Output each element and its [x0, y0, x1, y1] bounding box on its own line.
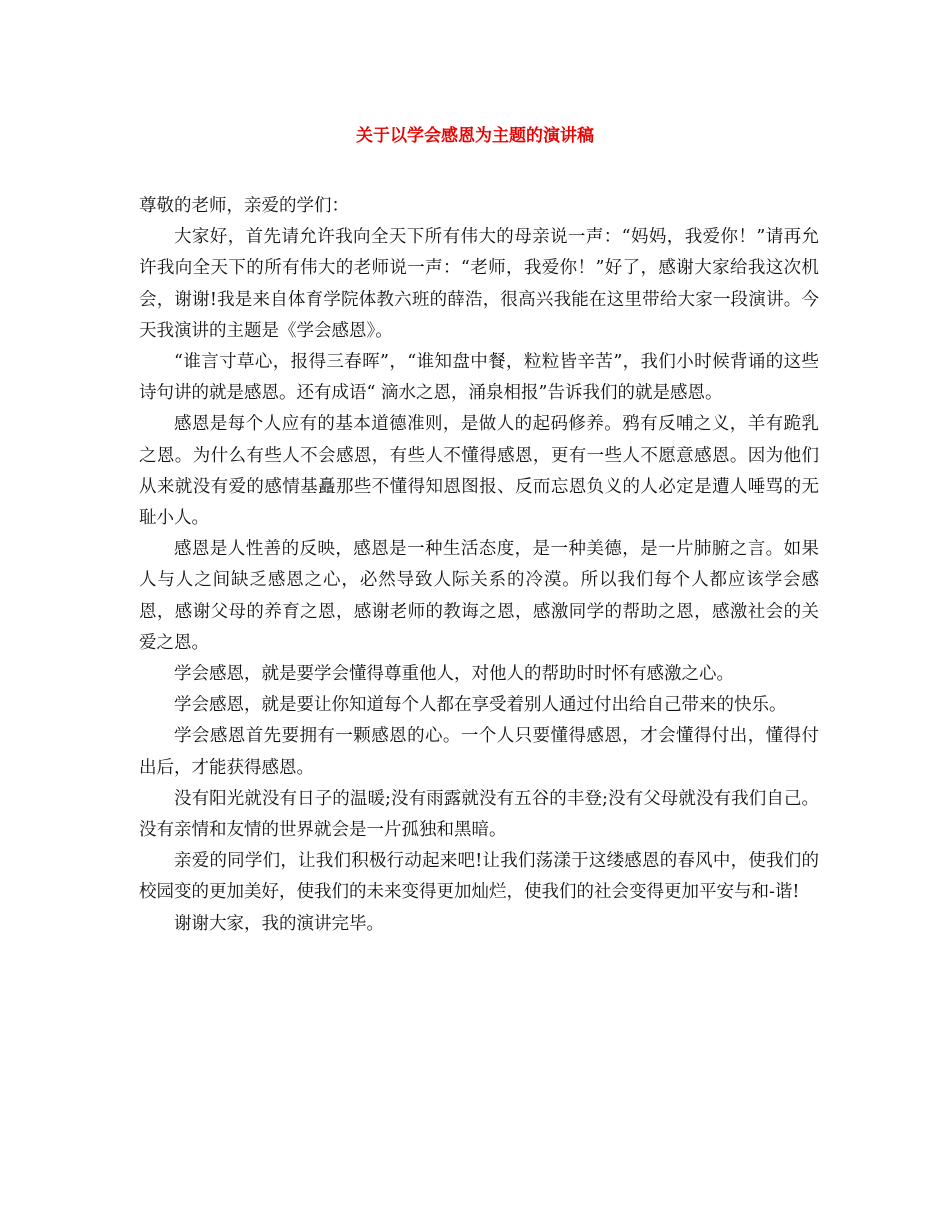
paragraph-9: 亲爱的同学们，让我们积极行动起来吧!让我们荡漾于这缕感恩的春风中，使我们的校园变的更加美好，使我们的未来变得更加灿烂，使我们的社会变得更加平安与和-谐!	[139, 851, 819, 903]
paragraph-2: “谁言寸草心，报得三春晖”，“谁知盘中餐，粒粒皆辛苦”，我们小时候背诵的这些诗句讲的就是感恩。还有成语“ 滴水之恩，涌泉相报”告诉我们的就是感恩。	[139, 352, 819, 404]
document-title: 关于以学会感恩为主题的演讲稿	[356, 126, 594, 146]
paragraph-10: 谢谢大家，我的演讲完毕。	[174, 913, 384, 934]
paragraph-5: 学会感恩，就是要学会懂得尊重他人，对他人的帮助时时怀有感激之心。	[174, 664, 734, 685]
paragraph-7: 学会感恩首先要拥有一颗感恩的心。一个人只要懂得感恩，才会懂得付出，懂得付出后，才能获得感恩。	[139, 726, 819, 778]
paragraph-1: 大家好，首先请允许我向全天下所有伟大的母亲说一声：“妈妈，我爱你！”请再允许我向全天下的所有伟大的老师说一声：“老师，我爱你！”好了，感谢大家给我这次机会，谢谢!我是来自体育学院体教六班的薛浩，很高兴我能在这里带给大家一段演讲。今天我演讲的主题是《学会感恩》。	[139, 227, 819, 341]
document-body	[139, 191, 819, 940]
salutation: 尊敬的老师，亲爱的学们：	[139, 196, 349, 216]
paragraph-4: 感恩是人性善的反映，感恩是一种生活态度，是一种美德，是一片肺腑之言。如果人与人之间缺乏感恩之心，必然导致人际关系的冷漠。所以我们每个人都应该学会感恩，感谢父母的养育之恩，感谢老师的教诲之恩，感激同学的帮助之恩，感激社会的关爱之恩。	[139, 539, 819, 653]
paragraph-8: 没有阳光就没有日子的温暖;没有雨露就没有五谷的丰登;没有父母就没有我们自己。没有亲情和友情的世界就会是一片孤独和黑暗。	[139, 788, 819, 841]
paragraph-6: 学会感恩，就是要让你知道每个人都在享受着别人通过付出给自己带来的快乐。	[174, 695, 787, 716]
paragraph-3: 感恩是每个人应有的基本道德准则，是做人的起码修养。鸦有反哺之义，羊有跪乳之恩。为什么有些人不会感恩，有些人不懂得感恩，更有一些人不愿意感恩。因为他们从来就没有爱的感情基矗那些不懂得知恩图报、反而忘恩负义的人必定是遭人唾骂的无耻小人。	[139, 414, 819, 529]
